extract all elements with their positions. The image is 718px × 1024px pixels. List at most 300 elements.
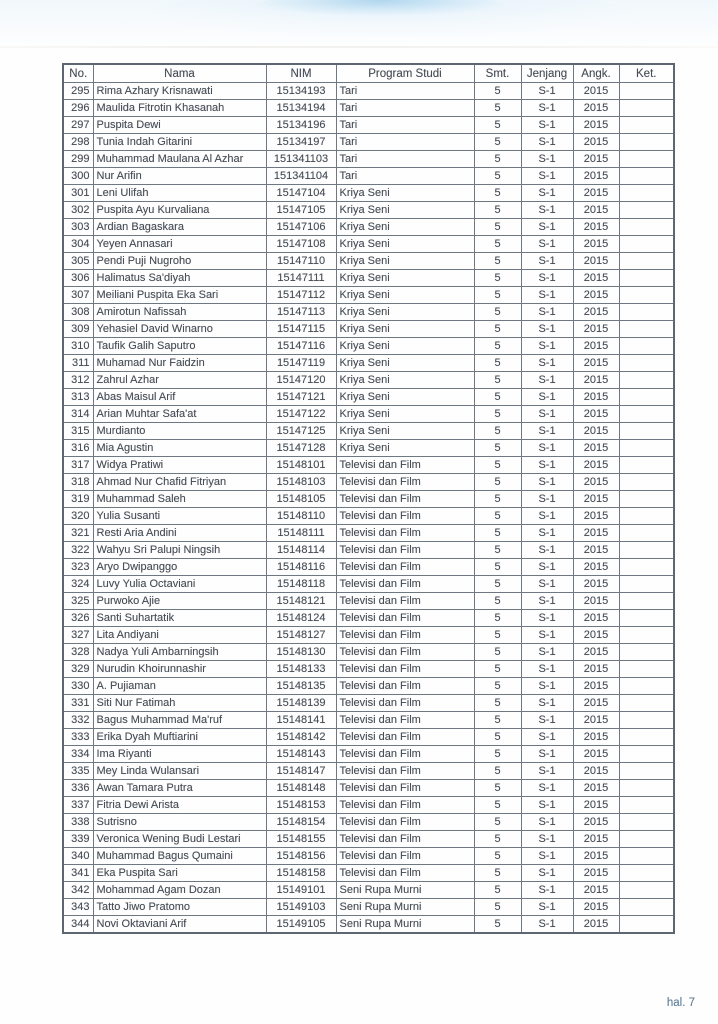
cell-nama: Resti Aria Andini xyxy=(93,525,266,542)
cell-nama: Ardian Bagaskara xyxy=(93,219,266,236)
cell-smt: 5 xyxy=(474,865,521,882)
cell-angk: 2015 xyxy=(573,746,619,763)
cell-no: 329 xyxy=(63,661,93,678)
table-row xyxy=(63,474,674,491)
cell-ket xyxy=(619,712,674,729)
page-number: hal. 7 xyxy=(666,997,695,1009)
cell-smt: 5 xyxy=(474,746,521,763)
cell-jenjang: S-1 xyxy=(521,593,573,610)
cell-jenjang: S-1 xyxy=(521,304,573,321)
cell-no: 335 xyxy=(63,763,93,780)
cell-smt: 5 xyxy=(474,270,521,287)
cell-jenjang: S-1 xyxy=(521,814,573,831)
cell-nama: Lita Andiyani xyxy=(93,627,266,644)
cell-ket xyxy=(619,814,674,831)
cell-no: 339 xyxy=(63,831,93,848)
column-header-nama: Nama xyxy=(93,64,266,83)
table-row xyxy=(63,491,674,508)
cell-program-studi: Kriya Seni xyxy=(336,185,474,202)
cell-program-studi: Kriya Seni xyxy=(336,202,474,219)
cell-jenjang: S-1 xyxy=(521,542,573,559)
cell-nim: 151341103 xyxy=(266,151,336,168)
cell-jenjang: S-1 xyxy=(521,423,573,440)
cell-program-studi: Kriya Seni xyxy=(336,389,474,406)
cell-no: 325 xyxy=(63,593,93,610)
cell-nama: Rima Azhary Krisnawati xyxy=(93,83,266,100)
cell-nama: Mohammad Agam Dozan xyxy=(93,882,266,899)
cell-nama: Muhammad Bagus Qumaini xyxy=(93,848,266,865)
cell-nama: Eka Puspita Sari xyxy=(93,865,266,882)
cell-nama: Abas Maisul Arif xyxy=(93,389,266,406)
cell-smt: 5 xyxy=(474,168,521,185)
cell-jenjang: S-1 xyxy=(521,508,573,525)
cell-angk: 2015 xyxy=(573,236,619,253)
cell-program-studi: Televisi dan Film xyxy=(336,474,474,491)
cell-smt: 5 xyxy=(474,542,521,559)
cell-nim: 15148155 xyxy=(266,831,336,848)
cell-smt: 5 xyxy=(474,304,521,321)
cell-no: 320 xyxy=(63,508,93,525)
table-row xyxy=(63,525,674,542)
table-row xyxy=(63,712,674,729)
table-row xyxy=(63,355,674,372)
cell-smt: 5 xyxy=(474,389,521,406)
cell-jenjang: S-1 xyxy=(521,202,573,219)
table-row xyxy=(63,304,674,321)
cell-ket xyxy=(619,185,674,202)
cell-smt: 5 xyxy=(474,797,521,814)
cell-angk: 2015 xyxy=(573,882,619,899)
cell-jenjang: S-1 xyxy=(521,746,573,763)
cell-angk: 2015 xyxy=(573,831,619,848)
cell-no: 301 xyxy=(63,185,93,202)
table-row xyxy=(63,882,674,899)
cell-jenjang: S-1 xyxy=(521,440,573,457)
cell-smt: 5 xyxy=(474,508,521,525)
cell-smt: 5 xyxy=(474,661,521,678)
cell-program-studi: Kriya Seni xyxy=(336,338,474,355)
cell-program-studi: Televisi dan Film xyxy=(336,457,474,474)
cell-no: 299 xyxy=(63,151,93,168)
table-row xyxy=(63,406,674,423)
cell-smt: 5 xyxy=(474,406,521,423)
cell-smt: 5 xyxy=(474,916,521,934)
table-row xyxy=(63,729,674,746)
cell-smt: 5 xyxy=(474,219,521,236)
cell-no: 303 xyxy=(63,219,93,236)
table-row xyxy=(63,814,674,831)
cell-ket xyxy=(619,151,674,168)
cell-smt: 5 xyxy=(474,83,521,100)
cell-ket xyxy=(619,287,674,304)
cell-nama: Novi Oktaviani Arif xyxy=(93,916,266,934)
cell-jenjang: S-1 xyxy=(521,576,573,593)
cell-angk: 2015 xyxy=(573,219,619,236)
cell-ket xyxy=(619,525,674,542)
cell-jenjang: S-1 xyxy=(521,763,573,780)
cell-ket xyxy=(619,440,674,457)
cell-program-studi: Kriya Seni xyxy=(336,236,474,253)
cell-ket xyxy=(619,202,674,219)
scan-smudge-halo xyxy=(150,0,630,36)
cell-smt: 5 xyxy=(474,474,521,491)
cell-jenjang: S-1 xyxy=(521,865,573,882)
cell-program-studi: Tari xyxy=(336,117,474,134)
table-row xyxy=(63,899,674,916)
cell-smt: 5 xyxy=(474,695,521,712)
cell-program-studi: Kriya Seni xyxy=(336,287,474,304)
cell-program-studi: Tari xyxy=(336,134,474,151)
cell-nama: Yulia Susanti xyxy=(93,508,266,525)
cell-ket xyxy=(619,253,674,270)
cell-nama: Arian Muhtar Safa'at xyxy=(93,406,266,423)
cell-no: 310 xyxy=(63,338,93,355)
cell-nama: Sutrisno xyxy=(93,814,266,831)
cell-ket xyxy=(619,100,674,117)
cell-no: 321 xyxy=(63,525,93,542)
cell-nim: 15148148 xyxy=(266,780,336,797)
cell-nim: 15147106 xyxy=(266,219,336,236)
cell-nim: 15148143 xyxy=(266,746,336,763)
cell-jenjang: S-1 xyxy=(521,406,573,423)
cell-smt: 5 xyxy=(474,814,521,831)
cell-nama: Taufik Galih Saputro xyxy=(93,338,266,355)
cell-smt: 5 xyxy=(474,678,521,695)
cell-no: 336 xyxy=(63,780,93,797)
column-header-angk: Angk. xyxy=(573,64,619,83)
cell-ket xyxy=(619,355,674,372)
cell-nim: 15134194 xyxy=(266,100,336,117)
table-row xyxy=(63,457,674,474)
cell-smt: 5 xyxy=(474,729,521,746)
cell-angk: 2015 xyxy=(573,457,619,474)
table-row xyxy=(63,797,674,814)
cell-no: 322 xyxy=(63,542,93,559)
cell-program-studi: Seni Rupa Murni xyxy=(336,916,474,934)
cell-smt: 5 xyxy=(474,287,521,304)
cell-nim: 15148105 xyxy=(266,491,336,508)
cell-no: 309 xyxy=(63,321,93,338)
cell-nama: Luvy Yulia Octaviani xyxy=(93,576,266,593)
table-row xyxy=(63,508,674,525)
cell-ket xyxy=(619,916,674,934)
scan-page-tint xyxy=(0,0,718,60)
cell-smt: 5 xyxy=(474,763,521,780)
cell-nama: Muhammad Maulana Al Azhar xyxy=(93,151,266,168)
cell-program-studi: Televisi dan Film xyxy=(336,746,474,763)
cell-nim: 15149105 xyxy=(266,916,336,934)
cell-no: 314 xyxy=(63,406,93,423)
column-header-prog: Program Studi xyxy=(336,64,474,83)
cell-smt: 5 xyxy=(474,151,521,168)
cell-angk: 2015 xyxy=(573,712,619,729)
cell-nim: 15147113 xyxy=(266,304,336,321)
cell-nama: Yeyen Annasari xyxy=(93,236,266,253)
scan-smudge-artifact xyxy=(255,0,505,16)
table-row xyxy=(63,593,674,610)
cell-smt: 5 xyxy=(474,321,521,338)
cell-no: 318 xyxy=(63,474,93,491)
cell-jenjang: S-1 xyxy=(521,610,573,627)
cell-smt: 5 xyxy=(474,525,521,542)
cell-nim: 15148139 xyxy=(266,695,336,712)
cell-program-studi: Televisi dan Film xyxy=(336,525,474,542)
cell-program-studi: Televisi dan Film xyxy=(336,848,474,865)
table-header-row xyxy=(63,64,674,83)
cell-no: 307 xyxy=(63,287,93,304)
cell-ket xyxy=(619,83,674,100)
cell-program-studi: Televisi dan Film xyxy=(336,644,474,661)
cell-nim: 15147116 xyxy=(266,338,336,355)
cell-nama: Mey Linda Wulansari xyxy=(93,763,266,780)
cell-nama: Murdianto xyxy=(93,423,266,440)
cell-ket xyxy=(619,406,674,423)
cell-smt: 5 xyxy=(474,457,521,474)
cell-no: 305 xyxy=(63,253,93,270)
cell-program-studi: Seni Rupa Murni xyxy=(336,899,474,916)
cell-program-studi: Televisi dan Film xyxy=(336,661,474,678)
scan-streak-artifact xyxy=(0,46,718,48)
cell-no: 330 xyxy=(63,678,93,695)
cell-nama: Muhamad Nur Faidzin xyxy=(93,355,266,372)
cell-program-studi: Kriya Seni xyxy=(336,253,474,270)
cell-no: 302 xyxy=(63,202,93,219)
cell-angk: 2015 xyxy=(573,474,619,491)
cell-jenjang: S-1 xyxy=(521,100,573,117)
cell-smt: 5 xyxy=(474,831,521,848)
cell-program-studi: Televisi dan Film xyxy=(336,814,474,831)
cell-angk: 2015 xyxy=(573,168,619,185)
cell-program-studi: Kriya Seni xyxy=(336,372,474,389)
cell-ket xyxy=(619,474,674,491)
column-header-smt: Smt. xyxy=(474,64,521,83)
cell-jenjang: S-1 xyxy=(521,117,573,134)
table-row xyxy=(63,695,674,712)
cell-program-studi: Televisi dan Film xyxy=(336,559,474,576)
cell-ket xyxy=(619,508,674,525)
column-header-nim: NIM xyxy=(266,64,336,83)
cell-no: 315 xyxy=(63,423,93,440)
cell-program-studi: Televisi dan Film xyxy=(336,712,474,729)
cell-angk: 2015 xyxy=(573,729,619,746)
table-row xyxy=(63,168,674,185)
cell-nim: 15147111 xyxy=(266,270,336,287)
cell-ket xyxy=(619,457,674,474)
cell-jenjang: S-1 xyxy=(521,321,573,338)
cell-jenjang: S-1 xyxy=(521,831,573,848)
cell-smt: 5 xyxy=(474,355,521,372)
cell-nim: 15147104 xyxy=(266,185,336,202)
cell-no: 296 xyxy=(63,100,93,117)
cell-angk: 2015 xyxy=(573,423,619,440)
cell-program-studi: Kriya Seni xyxy=(336,304,474,321)
cell-jenjang: S-1 xyxy=(521,219,573,236)
cell-nama: Meiliani Puspita Eka Sari xyxy=(93,287,266,304)
cell-nama: Erika Dyah Muftiarini xyxy=(93,729,266,746)
cell-program-studi: Televisi dan Film xyxy=(336,695,474,712)
cell-angk: 2015 xyxy=(573,848,619,865)
cell-program-studi: Televisi dan Film xyxy=(336,576,474,593)
cell-ket xyxy=(619,644,674,661)
cell-nim: 151341104 xyxy=(266,168,336,185)
cell-smt: 5 xyxy=(474,253,521,270)
cell-smt: 5 xyxy=(474,338,521,355)
cell-nim: 15147121 xyxy=(266,389,336,406)
table-row xyxy=(63,746,674,763)
cell-ket xyxy=(619,423,674,440)
cell-smt: 5 xyxy=(474,372,521,389)
table-row xyxy=(63,151,674,168)
cell-ket xyxy=(619,882,674,899)
cell-angk: 2015 xyxy=(573,644,619,661)
cell-nim: 15147122 xyxy=(266,406,336,423)
cell-ket xyxy=(619,219,674,236)
cell-angk: 2015 xyxy=(573,253,619,270)
cell-angk: 2015 xyxy=(573,559,619,576)
cell-angk: 2015 xyxy=(573,576,619,593)
student-roster-table xyxy=(62,63,675,934)
cell-smt: 5 xyxy=(474,202,521,219)
table-row xyxy=(63,100,674,117)
cell-no: 311 xyxy=(63,355,93,372)
cell-jenjang: S-1 xyxy=(521,372,573,389)
cell-smt: 5 xyxy=(474,712,521,729)
table-row xyxy=(63,253,674,270)
cell-nama: Maulida Fitrotin Khasanah xyxy=(93,100,266,117)
cell-program-studi: Kriya Seni xyxy=(336,321,474,338)
cell-ket xyxy=(619,491,674,508)
cell-program-studi: Tari xyxy=(336,168,474,185)
table-row xyxy=(63,117,674,134)
cell-jenjang: S-1 xyxy=(521,185,573,202)
cell-no: 342 xyxy=(63,882,93,899)
cell-no: 326 xyxy=(63,610,93,627)
cell-jenjang: S-1 xyxy=(521,916,573,934)
cell-no: 312 xyxy=(63,372,93,389)
cell-nim: 15147119 xyxy=(266,355,336,372)
cell-program-studi: Televisi dan Film xyxy=(336,797,474,814)
cell-nim: 15148153 xyxy=(266,797,336,814)
cell-nim: 15148114 xyxy=(266,542,336,559)
cell-no: 306 xyxy=(63,270,93,287)
cell-jenjang: S-1 xyxy=(521,83,573,100)
cell-program-studi: Televisi dan Film xyxy=(336,491,474,508)
cell-nama: Puspita Ayu Kurvaliana xyxy=(93,202,266,219)
cell-program-studi: Tari xyxy=(336,83,474,100)
cell-nim: 15148116 xyxy=(266,559,336,576)
table-row xyxy=(63,134,674,151)
cell-program-studi: Televisi dan Film xyxy=(336,678,474,695)
cell-ket xyxy=(619,831,674,848)
cell-no: 338 xyxy=(63,814,93,831)
cell-ket xyxy=(619,593,674,610)
cell-jenjang: S-1 xyxy=(521,236,573,253)
cell-program-studi: Televisi dan Film xyxy=(336,763,474,780)
cell-nama: Yehasiel David Winarno xyxy=(93,321,266,338)
cell-nama: Muhammad Saleh xyxy=(93,491,266,508)
cell-program-studi: Televisi dan Film xyxy=(336,508,474,525)
cell-ket xyxy=(619,695,674,712)
cell-smt: 5 xyxy=(474,117,521,134)
cell-ket xyxy=(619,372,674,389)
cell-nim: 15149101 xyxy=(266,882,336,899)
cell-angk: 2015 xyxy=(573,678,619,695)
cell-ket xyxy=(619,780,674,797)
cell-nim: 15148154 xyxy=(266,814,336,831)
cell-nama: Amirotun Nafissah xyxy=(93,304,266,321)
table-row xyxy=(63,627,674,644)
cell-smt: 5 xyxy=(474,491,521,508)
table-row xyxy=(63,576,674,593)
cell-smt: 5 xyxy=(474,423,521,440)
cell-jenjang: S-1 xyxy=(521,729,573,746)
cell-nim: 15148156 xyxy=(266,848,336,865)
cell-angk: 2015 xyxy=(573,134,619,151)
cell-no: 316 xyxy=(63,440,93,457)
table-row xyxy=(63,916,674,934)
table-row xyxy=(63,287,674,304)
cell-no: 328 xyxy=(63,644,93,661)
cell-smt: 5 xyxy=(474,882,521,899)
cell-jenjang: S-1 xyxy=(521,338,573,355)
cell-no: 295 xyxy=(63,83,93,100)
cell-no: 308 xyxy=(63,304,93,321)
cell-nama: Fitria Dewi Arista xyxy=(93,797,266,814)
cell-program-studi: Kriya Seni xyxy=(336,440,474,457)
table-row xyxy=(63,185,674,202)
cell-no: 343 xyxy=(63,899,93,916)
cell-no: 300 xyxy=(63,168,93,185)
cell-smt: 5 xyxy=(474,780,521,797)
cell-nim: 15148124 xyxy=(266,610,336,627)
cell-angk: 2015 xyxy=(573,491,619,508)
cell-ket xyxy=(619,627,674,644)
cell-no: 298 xyxy=(63,134,93,151)
cell-jenjang: S-1 xyxy=(521,474,573,491)
column-header-jenjang: Jenjang xyxy=(521,64,573,83)
cell-no: 324 xyxy=(63,576,93,593)
cell-smt: 5 xyxy=(474,236,521,253)
cell-jenjang: S-1 xyxy=(521,389,573,406)
cell-ket xyxy=(619,661,674,678)
cell-nim: 15147128 xyxy=(266,440,336,457)
cell-nama: Bagus Muhammad Ma'ruf xyxy=(93,712,266,729)
cell-jenjang: S-1 xyxy=(521,355,573,372)
cell-nama: Santi Suhartatik xyxy=(93,610,266,627)
cell-jenjang: S-1 xyxy=(521,678,573,695)
cell-no: 334 xyxy=(63,746,93,763)
table-row xyxy=(63,202,674,219)
cell-jenjang: S-1 xyxy=(521,559,573,576)
cell-angk: 2015 xyxy=(573,542,619,559)
cell-no: 319 xyxy=(63,491,93,508)
cell-no: 304 xyxy=(63,236,93,253)
cell-smt: 5 xyxy=(474,559,521,576)
cell-ket xyxy=(619,389,674,406)
cell-no: 323 xyxy=(63,559,93,576)
cell-nim: 15147105 xyxy=(266,202,336,219)
cell-nim: 15147108 xyxy=(266,236,336,253)
cell-nim: 15148110 xyxy=(266,508,336,525)
cell-no: 331 xyxy=(63,695,93,712)
cell-nama: Pendi Puji Nugroho xyxy=(93,253,266,270)
cell-ket xyxy=(619,763,674,780)
cell-jenjang: S-1 xyxy=(521,491,573,508)
cell-nama: Widya Pratiwi xyxy=(93,457,266,474)
cell-nama: Awan Tamara Putra xyxy=(93,780,266,797)
cell-angk: 2015 xyxy=(573,406,619,423)
cell-ket xyxy=(619,304,674,321)
